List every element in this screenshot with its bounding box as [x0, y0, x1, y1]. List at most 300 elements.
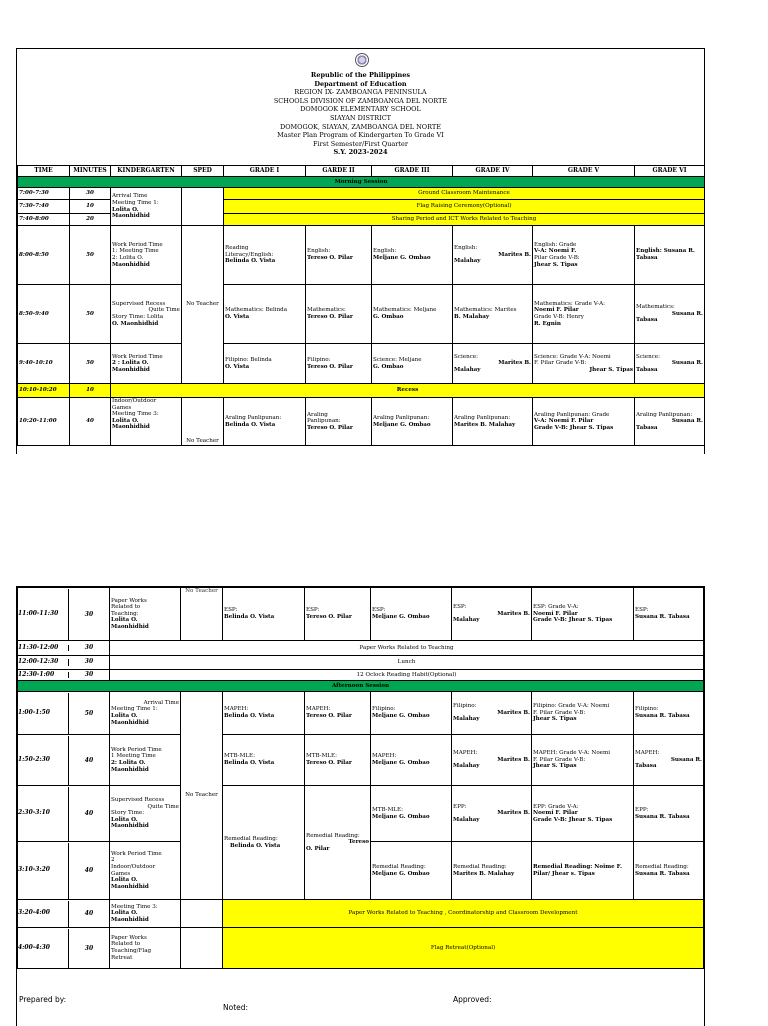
grade-3-cell — [371, 692, 452, 735]
cell-line: Marites B. — [497, 610, 530, 617]
cell-line: EPP: — [453, 803, 467, 810]
kg-line: Meeting Time 3: — [112, 411, 159, 418]
grade-3-cell — [371, 588, 452, 641]
grade-5-cell — [533, 344, 635, 384]
kindergarten-cell — [111, 188, 182, 226]
approved-label: Approved: — [453, 995, 492, 1004]
time-minutes-cell — [18, 842, 110, 900]
cell-line: Mathematics: Meljane — [373, 307, 437, 314]
cell-line: Pilar Grade V-B: — [534, 255, 580, 261]
header-line: First Semester/First Quarter — [313, 139, 408, 148]
cell-line: ESP: — [453, 604, 467, 611]
kindergarten-cell — [110, 900, 181, 928]
time-cell: 7:40-8:00 — [18, 214, 70, 226]
grade-2-cell — [306, 344, 372, 384]
cell-line: Marites B. Malahay — [454, 421, 516, 428]
cell-line: Malahay — [454, 366, 481, 373]
time-minutes-cell — [18, 588, 110, 641]
session-row — [18, 177, 705, 188]
kg-line: Maonhidhid — [111, 719, 149, 726]
cell-line: Tabasa — [636, 317, 658, 324]
cell-line: Tereso — [348, 839, 369, 846]
kg-line: Maonhidhid — [111, 823, 149, 830]
kg-line: Maonhidhid — [112, 366, 150, 373]
cell-line: Susana R. — [670, 756, 702, 763]
cell-line: V-A: Noemi F. — [534, 248, 577, 255]
grade-6-cell — [635, 226, 705, 285]
cell-line: Grade V-B: Jhear S. Tipas — [534, 424, 614, 431]
table-row — [18, 641, 704, 656]
kg-line: Lolita O. — [112, 417, 139, 424]
cell-line: Malahay — [453, 716, 480, 723]
kg-line: Games — [111, 870, 131, 877]
kg-line: Work Period Time — [112, 353, 163, 360]
kg-line: Lolita O. — [111, 617, 138, 624]
table-row — [18, 656, 704, 670]
table-row — [18, 735, 704, 786]
kindergarten-cell — [110, 842, 181, 900]
schedule-page-1 — [16, 48, 705, 454]
cell-line: EPP: — [635, 806, 649, 813]
cell-line: Remedial Reading: Noime F. — [533, 863, 623, 870]
cell-line: Filipino: — [453, 703, 477, 710]
time-minutes-cell — [18, 641, 110, 656]
minutes-cell: 50 — [70, 344, 111, 384]
grade-6-cell — [635, 344, 705, 384]
cell-line: Filipino: — [372, 706, 396, 713]
cell-line: O. Pilar — [306, 845, 330, 852]
grade-4-cell — [452, 842, 532, 900]
time-cell: 2:30-3:10 — [18, 809, 50, 817]
grade-2-cell — [306, 226, 372, 285]
grade-5-cell — [532, 735, 634, 786]
col-grade-1: GRADE I — [224, 166, 306, 177]
minutes-cell: 10 — [70, 384, 111, 398]
kg-line: Lolita O. — [111, 713, 138, 719]
cell-line: MAPEH: — [224, 706, 249, 713]
cell-line: English: — [454, 245, 478, 252]
cell-line: EPP: Grade V-A: — [533, 803, 579, 810]
kg-line: O. Maonhidhid — [112, 320, 159, 327]
time-cell: 8:00-8:50 — [18, 226, 70, 285]
grade-5-cell — [532, 842, 634, 900]
kindergarten-cell — [111, 398, 182, 446]
minutes-cell: 40 — [68, 736, 109, 785]
minutes-cell: 30 — [68, 672, 109, 679]
cell-line: ESP: — [372, 607, 386, 614]
kindergarten-cell — [111, 344, 182, 384]
cell-line: Susana R. — [671, 360, 703, 367]
cell-line: MAPEH: Grade V-A: Noemi — [533, 750, 611, 757]
time-minutes-cell — [18, 692, 110, 735]
grade-4-cell — [453, 398, 533, 446]
time-cell: 3:10-3:20 — [18, 866, 50, 874]
table-row — [18, 692, 704, 735]
time-cell: 10:10-10:20 — [18, 384, 70, 398]
cell-line: Susana R. — [671, 418, 703, 425]
schedule-table-afternoon — [17, 587, 704, 969]
cell-line: Susana R. Tabasa — [635, 713, 690, 719]
time-cell: 8:50-9:40 — [18, 285, 70, 344]
noted-label: Noted: — [223, 1003, 249, 1012]
grade-3-cell — [371, 842, 452, 900]
cell-line: Remedial Reading: — [306, 832, 360, 839]
band-cell: 12 Oclock Reading Habit(Optional) — [110, 670, 704, 681]
band-cell: Lunch — [110, 656, 704, 670]
cell-line: Araling — [307, 411, 328, 418]
cell-line: Filipino: — [307, 356, 331, 363]
cell-line: Noemi F. Pilar — [534, 307, 579, 314]
cell-line: Belinda O. Vista — [225, 258, 276, 265]
cell-line: MTB-MLE: — [224, 753, 255, 760]
header-line: DOMOGOK ELEMENTARY SCHOOL — [300, 105, 421, 114]
cell-line: Araling Panlipunan: — [225, 414, 282, 421]
cell-line: Tereso O. Pilar — [307, 363, 353, 370]
cell-line: Filipino: Belinda — [225, 356, 272, 363]
grade-6-cell — [634, 692, 704, 735]
cell-line: MAPEH: — [306, 706, 331, 713]
table-row — [18, 928, 704, 969]
grade-6-cell — [634, 786, 704, 842]
grade-6-cell — [634, 735, 704, 786]
kg-line: 2 : Lolita O. — [112, 360, 149, 367]
grade-1-cell — [224, 344, 306, 384]
col-grade-3: GRADE III — [372, 166, 453, 177]
col-sped: SPED — [182, 166, 224, 177]
grade-1-cell — [223, 735, 305, 786]
col-grade-5: GRADE V — [533, 166, 635, 177]
cell-line: B. Malahay — [454, 314, 490, 320]
cell-line: Malahay — [454, 258, 481, 265]
cell-line: Science: Meljane — [373, 356, 422, 363]
header-line: Republic of the Philippines — [310, 71, 411, 79]
table-row — [18, 344, 705, 384]
cell-line: Meljane G. Ombao — [373, 255, 431, 261]
cell-line: Pilar/ Jhear s. Tipas — [533, 870, 595, 877]
kg-line: Story Time: Lolita — [112, 314, 164, 320]
kg-line: Related to — [111, 941, 141, 948]
kg-line: Lolita O. — [111, 910, 138, 917]
cell-line: MAPEH: — [453, 750, 478, 757]
minutes-cell: 50 — [70, 226, 111, 285]
grade-1-cell — [224, 285, 306, 344]
cell-line: Susana R. Tabasa — [635, 813, 690, 820]
kg-line: Maonhidhid — [111, 883, 149, 890]
header-line: Department of Education — [314, 79, 407, 88]
cell-line: Meljane G. Ombao — [372, 614, 430, 620]
cell-line: Tereso O. Pilar — [306, 760, 352, 766]
kindergarten-cell — [111, 285, 182, 344]
kg-line: Retreat — [111, 954, 133, 961]
time-minutes-cell — [18, 786, 110, 842]
cell-line: Marites B. — [498, 360, 531, 367]
time-cell: 11:30-12:00 — [18, 643, 59, 651]
grade-1-cell — [224, 398, 306, 446]
cell-line: Susana R. — [671, 310, 703, 317]
kg-line: Maonhidhid — [112, 261, 150, 268]
kg-line: Meeting Time 1: — [112, 199, 159, 206]
recess-row — [18, 384, 705, 398]
cell-line: Tereso O. Pilar — [307, 424, 353, 431]
col-kindergarten: KINDERGARTEN — [111, 166, 182, 177]
cell-line: Tabasa — [636, 366, 658, 373]
schedule-table-morning — [17, 165, 705, 446]
kg-line: Lolita O. — [112, 206, 139, 213]
cell-line: Literacy/English: — [225, 251, 274, 258]
kindergarten-cell — [111, 226, 182, 285]
kindergarten-cell — [110, 692, 181, 735]
time-minutes-cell — [18, 735, 110, 786]
cell-line: Meljane G. Ombao — [372, 713, 430, 719]
grade-2-cell — [306, 398, 372, 446]
grade-5-cell — [533, 398, 635, 446]
cell-line: Jhear S. Tipas — [533, 763, 577, 770]
kindergarten-cell — [110, 928, 181, 969]
grade-3-cell — [371, 786, 452, 842]
grade-2-cell — [305, 786, 371, 900]
cell-line: R. Egnin — [534, 320, 561, 327]
minutes-cell: 50 — [68, 693, 109, 734]
sped-cell: No Teacher — [181, 692, 223, 900]
minutes-cell: 10 — [70, 200, 111, 214]
time-cell: 9:40-10:10 — [18, 344, 70, 384]
cell-line: English: Grade — [534, 241, 577, 248]
grade-4-cell — [453, 285, 533, 344]
cell-line: ESP: Grade V-A: — [533, 604, 579, 611]
afternoon-session-band: Afternoon Session — [18, 681, 704, 692]
table-row — [18, 188, 705, 200]
cell-line: G. Ombao — [373, 314, 404, 320]
grade-3-cell — [372, 398, 453, 446]
col-minutes: MINUTES — [70, 166, 111, 177]
cell-line: G. Ombao — [373, 363, 404, 370]
time-cell: 12:00-12:30 — [18, 658, 59, 666]
kg-line: 2 — [111, 857, 115, 864]
kg-line: Meeting Time 3: — [111, 903, 158, 910]
grade-4-cell — [452, 692, 532, 735]
kg-line: Maonhidhid — [111, 623, 149, 630]
kg-line: Work Period Time — [111, 746, 162, 753]
time-cell: 10:20-11:00 — [18, 398, 70, 446]
time-cell: 3:20-4:00 — [18, 909, 50, 917]
band-cell: Paper Works Related to Teaching — [110, 641, 704, 656]
cell-line: Marites B. — [497, 810, 530, 817]
cell-line: O. Vista — [225, 314, 250, 320]
kg-line: Meeting Time 1: — [111, 706, 158, 713]
cell-line: Noemi F. Pilar — [533, 810, 578, 817]
cell-line: Remedial Reading: — [635, 863, 689, 870]
grade-4-cell — [452, 588, 532, 641]
grade-3-cell — [372, 285, 453, 344]
col-grade-2: GARDE II — [306, 166, 372, 177]
kg-line: Supervised Recess — [111, 797, 165, 804]
sped-cell: No Teacher — [181, 588, 223, 641]
header-line: S.Y. 2023-2024 — [333, 148, 388, 157]
band-cell: Flag Raising Ceremony(Optional) — [224, 200, 705, 214]
column-header-row — [18, 166, 705, 177]
cell-line: ESP: — [224, 607, 238, 614]
kg-line: Teaching/Flag — [111, 948, 152, 954]
document-header — [17, 49, 704, 165]
cell-line: English: — [373, 248, 397, 255]
minutes-cell: 40 — [68, 787, 109, 841]
grade-1-cell — [223, 692, 305, 735]
cell-line: Malahay — [453, 763, 480, 770]
cell-line: F. Pilar Grade V-B: — [534, 360, 587, 367]
grade-6-cell — [635, 285, 705, 344]
grade-4-cell — [452, 735, 532, 786]
flag-retreat-band: Flag Retreat(Optional) — [223, 928, 704, 969]
morning-session-band: Morning Session — [18, 177, 705, 188]
kg-line: Lolita O. — [111, 816, 138, 823]
cell-line: MTB-MLE: — [306, 753, 337, 760]
cell-line: Araling Panlipunan: Grade — [534, 411, 610, 418]
kg-line: Work Period Time — [111, 850, 162, 857]
cell-line: Noemi F. Pilar — [533, 610, 578, 617]
time-cell: 1:00-1:50 — [18, 708, 50, 716]
cell-line: Tabasa — [635, 763, 657, 770]
cell-line: Filipino: Grade V-A: Noemi — [533, 703, 610, 710]
kg-line: 2: Lolita O. — [111, 760, 146, 766]
grade-2-cell — [305, 735, 371, 786]
table-row — [18, 786, 704, 842]
cell-line: English: Susana R. — [636, 248, 695, 255]
table-row — [18, 900, 704, 928]
col-grade-4: GRADE IV — [453, 166, 533, 177]
sped-cell: No Teacher — [182, 398, 224, 446]
cell-line: Meljane G. Ombao — [372, 760, 430, 766]
grade-2-cell — [305, 588, 371, 641]
kindergarten-cell — [110, 588, 181, 641]
col-time: TIME — [18, 166, 70, 177]
grade-3-cell — [372, 226, 453, 285]
sped-cell: No Teacher — [182, 226, 224, 384]
header-line: Master Plan Program of Kindergarten To Grade VI — [277, 131, 444, 140]
grade-4-cell — [452, 786, 532, 842]
grade-3-cell — [371, 735, 452, 786]
grade-1-cell — [223, 786, 305, 900]
table-row — [18, 670, 704, 681]
cell-line: Grade V-B: Jhear S. Tipas — [533, 617, 613, 624]
grade-5-cell — [533, 285, 635, 344]
time-cell: 1:50-2:30 — [18, 755, 50, 763]
cell-line: Panlipunan: — [307, 418, 341, 425]
band-cell: Sharing Period and ICT Works Related to Teaching — [224, 214, 705, 226]
kg-line: Arrival Time — [112, 193, 148, 200]
cell-line: Araling Panlipunan: — [373, 414, 430, 421]
cell-line: English: — [307, 248, 331, 255]
grade-6-cell — [634, 588, 704, 641]
kg-line: Maonhidhid — [111, 916, 149, 923]
cell-line: Marites B. — [497, 756, 530, 763]
kg-line: Quite Time — [147, 803, 179, 810]
grade-6-cell — [634, 842, 704, 900]
cell-line: Susana R. Tabasa — [635, 614, 690, 620]
grade-2-cell — [306, 285, 372, 344]
cell-line: Marites B. — [497, 709, 530, 716]
kindergarten-cell — [110, 735, 181, 786]
header-line: REGION IX- ZAMBOANGA PENINSULA — [294, 88, 427, 97]
sped-cell — [181, 900, 223, 928]
cell-line: Remedial Reading: — [372, 863, 426, 870]
cell-line: Tabasa — [636, 255, 658, 261]
grade-5-cell — [532, 786, 634, 842]
kg-line: 1: Meeting Time — [112, 248, 159, 255]
sped-cell — [181, 928, 223, 969]
recess-band: Recess — [111, 384, 705, 398]
grade-4-cell — [453, 344, 533, 384]
col-grade-6: GRADE VI — [635, 166, 705, 177]
minutes-cell: 30 — [70, 188, 111, 200]
cell-line: Jhear S. Tipas — [534, 261, 578, 268]
table-row — [18, 398, 705, 446]
time-minutes-cell — [18, 670, 110, 681]
cell-line: Marites B. Malahay — [453, 870, 515, 877]
time-cell: 4:00-4:30 — [18, 943, 50, 951]
kg-line: Paper Works — [111, 597, 147, 604]
cell-line: O. Vista — [225, 363, 250, 370]
cell-line: Science: Grade V-A: Noemi — [534, 353, 611, 360]
grade-1-cell — [224, 226, 306, 285]
header-line: SCHOOLS DIVISION OF ZAMBOANGA DEL NORTE — [273, 96, 448, 105]
cell-line: Susana R. Tabasa — [635, 870, 690, 877]
grade-3-cell — [372, 344, 453, 384]
cell-line: V-A: Noemi F. Pilar — [534, 418, 594, 425]
minutes-cell: 20 — [70, 214, 111, 226]
kg-line: Supervised Recess — [112, 300, 166, 307]
cell-line: Belinda O. Vista — [230, 842, 281, 849]
grade-5-cell — [532, 588, 634, 641]
table-row — [18, 285, 705, 344]
time-minutes-cell — [18, 656, 110, 670]
minutes-cell: 40 — [68, 843, 109, 899]
band-cell: Ground Classroom Maintenance — [224, 188, 705, 200]
kg-line: Indoor/Outdoor — [111, 863, 156, 870]
cell-line: Belinda O. Vista — [224, 713, 275, 719]
time-minutes-cell — [18, 900, 110, 928]
cell-line: Meljane G. Ombao — [372, 813, 430, 820]
cell-line: Mathematics: Marites — [454, 307, 517, 314]
cell-line: Meljane G. Ombao — [372, 870, 430, 877]
cell-line: Tereso O. Pilar — [307, 255, 353, 261]
cell-line: Jhear S. Tipas — [533, 716, 577, 723]
minutes-cell: 30 — [68, 589, 109, 640]
table-row — [18, 226, 705, 285]
cell-line: Malahay — [453, 816, 480, 823]
minutes-cell: 30 — [68, 645, 109, 652]
cell-line: Marites B. — [498, 251, 531, 258]
cell-line: Tereso O. Pilar — [307, 314, 353, 320]
cell-line: Remedial Reading: — [453, 863, 507, 870]
kindergarten-cell — [110, 786, 181, 842]
cell-line: ESP: — [635, 607, 649, 614]
kg-line: Related to — [111, 604, 141, 611]
cell-line: Reading — [225, 245, 249, 252]
cell-line: Tereso O. Pilar — [306, 713, 352, 719]
header-line: DOMOGOK, SIAYAN, ZAMBOANGA DEL NORTE — [279, 122, 441, 131]
grade-2-cell — [305, 692, 371, 735]
schedule-page-2 — [16, 586, 705, 1026]
kg-line: Lolita O. — [111, 877, 138, 884]
time-cell: 12:30-1:00 — [18, 670, 55, 678]
cell-line: Remedial Reading: — [224, 835, 278, 842]
cell-line: Filipino: — [635, 706, 659, 713]
coordinatorship-band: Paper Works Related to Teaching , Coordinatorship and Classroom Development — [223, 900, 704, 928]
kg-line: Paper Works — [111, 934, 147, 941]
cell-line: Science: — [636, 353, 660, 360]
cell-line: Jhear S. Tipas — [589, 366, 633, 373]
minutes-cell: 30 — [68, 929, 109, 968]
